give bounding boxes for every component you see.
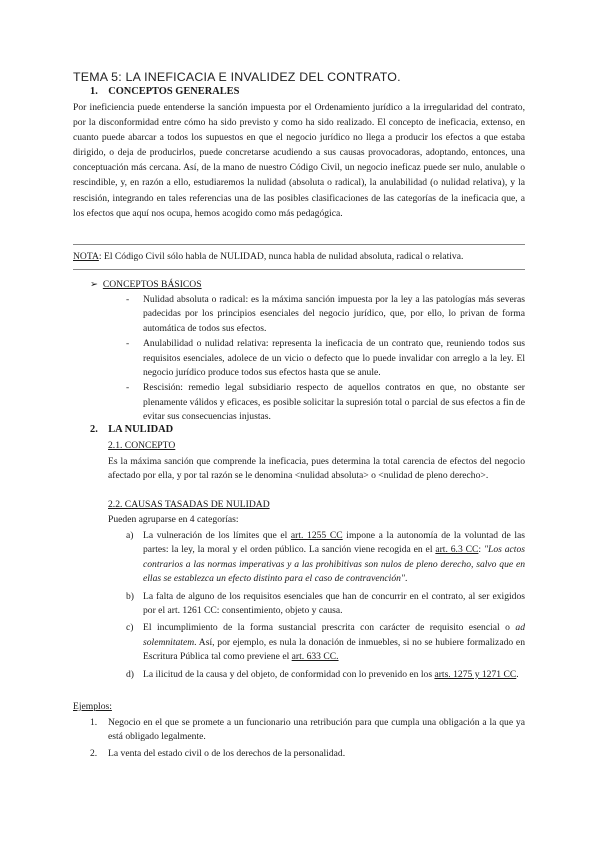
list-item-text: Anulabilidad o nulidad relativa: representa la ineficacia de un contrato que, reuniendo todos sus requisitos esenciales, adolece de un vicio o defecto que lo puede invalidar con arreglo a la ley. El negocio jurídico produce todos sus efectos hasta que se anule. (143, 338, 525, 379)
section-number: 2. (90, 424, 98, 435)
arrow-bullet-icon: ➢ (90, 279, 99, 290)
section-title: CONCEPTOS GENERALES (108, 86, 240, 97)
list-item-text: Nulidad absoluta o radical: es la máxima sanción impuesta por la ley a las patologías más severas padecidas por los principios esenciales del negocio jurídico, que, por ello, lo privan de forma automática de todos sus efectos. (143, 294, 525, 334)
concept-paragraph: Es la máxima sanción que comprende la ineficacia, pues determina la total carencia de efectos del negocio afectado por ella, y por tal razón se le denomina <nulidad absoluta> o <nulidad de pleno derecho>. (108, 456, 525, 482)
article-ref: arts. 1275 y 1271 CC (434, 668, 517, 680)
list-item: 1. Negocio en el que se promete a un funcionario una retribución para que cumpla una obligación a la que ya está obligado legalmente. (90, 717, 525, 743)
article-ref: art. 1255 CC (290, 530, 343, 541)
causes-intro: Pueden agruparse en 4 categorías: (108, 514, 239, 525)
list-item: b) La falta de alguno de los requisitos esenciales que han de concurrir en el contrato, al ser exigidos por el art. 1261 CC: consentimiento, objeto y causa. (126, 590, 525, 617)
section-1-heading (90, 86, 239, 97)
number-marker: 1. (90, 717, 98, 728)
dash-marker: - (126, 382, 130, 394)
basic-concepts-list (126, 293, 525, 426)
dash-marker: - (126, 294, 130, 305)
causes-heading: 2.2. CAUSAS TASADAS DE NULIDAD (108, 499, 270, 510)
alpha-marker: c) (126, 622, 134, 634)
examples-heading: Ejemplos: (73, 701, 112, 712)
article-ref: art. 633 CC. (291, 651, 339, 663)
list-item: 2. La venta del estado civil o de los derechos de la personalidad. (90, 747, 525, 761)
note-text: : El Código Civil sólo habla de NULIDAD, nunca habla de nulidad absoluta, radical o relativa. (98, 251, 464, 262)
section-title: LA NULIDAD (108, 424, 174, 435)
page-title: TEMA 5: LA INEFICACIA E INVALIDEZ DEL CONTRATO. (73, 70, 401, 84)
basic-concepts-heading (90, 279, 202, 290)
concept-heading: 2.1. CONCEPTO (108, 440, 176, 451)
list-item (126, 293, 525, 336)
list-item: d) La ilicitud de la causa y del objeto, de conformidad con lo prevenido en los arts. 1275 y 1271 CC. (126, 668, 525, 682)
list-item: c) El incumplimiento de la forma sustancial prescrita con carácter de requisito esencial o ad solemnitatem. Así, por ejemplo, es nula la donación de inmuebles, si no se hubiere formalizado en Escritura Pública tal como previene el art. 633 CC. (126, 622, 525, 663)
dash-marker: - (126, 338, 130, 350)
alpha-marker: d) (126, 668, 134, 680)
number-marker: 2. (90, 747, 98, 759)
list-item-text: Rescisión: remedio legal subsidiario respecto de aquellos contratos en que, no obstante ser plenamente válidos y eficaces, es posible solicitar la supresión total o parcial de sus efectos a fin de evitar sus consecuencias injustas. (143, 382, 525, 423)
alpha-marker: a) (126, 530, 134, 541)
divider-top (73, 244, 525, 245)
legal-quote: "Los actos contrarios a las normas imperativas y a las prohibitivas son nulos de pleno derecho, salvo que en ellas se establezca un efecto distinto para el caso de contravención" (143, 544, 525, 585)
list-item (126, 337, 525, 380)
section-2-heading (90, 424, 173, 435)
basic-concepts-title: CONCEPTOS BÁSICOS (102, 279, 202, 290)
alpha-marker: b) (126, 590, 134, 602)
list-item (126, 381, 525, 424)
article-ref: art. 6.3 CC (435, 544, 479, 556)
divider-bottom (73, 269, 525, 270)
intro-paragraph: Por ineficiencia puede entenderse la sanción impuesta por el Ordenamiento jurídico a la irregularidad del contrato, por la disconformidad entre cómo ha sido previsto y como ha sido realizado. El concepto de ineficacia, extenso, en cuanto puede abarcar a todos los supuestos en que el negocio jurídico no llega a producir los efectos a que estaba dirigido, o deja de producirlos, puede concretarse acudiendo a sus causas provocadoras, adoptando, entonces, una conceptuación más cercana. Así, de la mano de nuestro Código Civil, un negocio ineficaz puede ser nulo, anulable o rescindible, y, en razón a ello, estudiaremos la nulidad (absoluta o radical), la anulabilidad (o nulidad relativa), y la rescisión, integrando en tales referencias una de las posibles clasificaciones de las categorías de la ineficacia que, a los efectos que aquí nos ocupa, hemos acogido como más pedagógica. (73, 102, 525, 219)
examples-list (90, 716, 525, 763)
note-label: NOTA (73, 251, 99, 262)
list-item: a) La vulneración de los límites que el art. 1255 CC impone a la autonomía de la voluntad de las partes: la ley, la moral y el orden público. La sanción viene recogida en el art. 6.3 CC: "Los actos contrarios a las normas imperativas y a las prohibitivas son nulos de pleno derecho, salvo que en ellas se establezca un efecto distinto para el caso de contravención". (126, 530, 525, 585)
latin-term: ad solemnitatem (143, 622, 525, 648)
section-number: 1. (90, 86, 98, 97)
causes-list (126, 529, 525, 685)
note (73, 251, 463, 262)
